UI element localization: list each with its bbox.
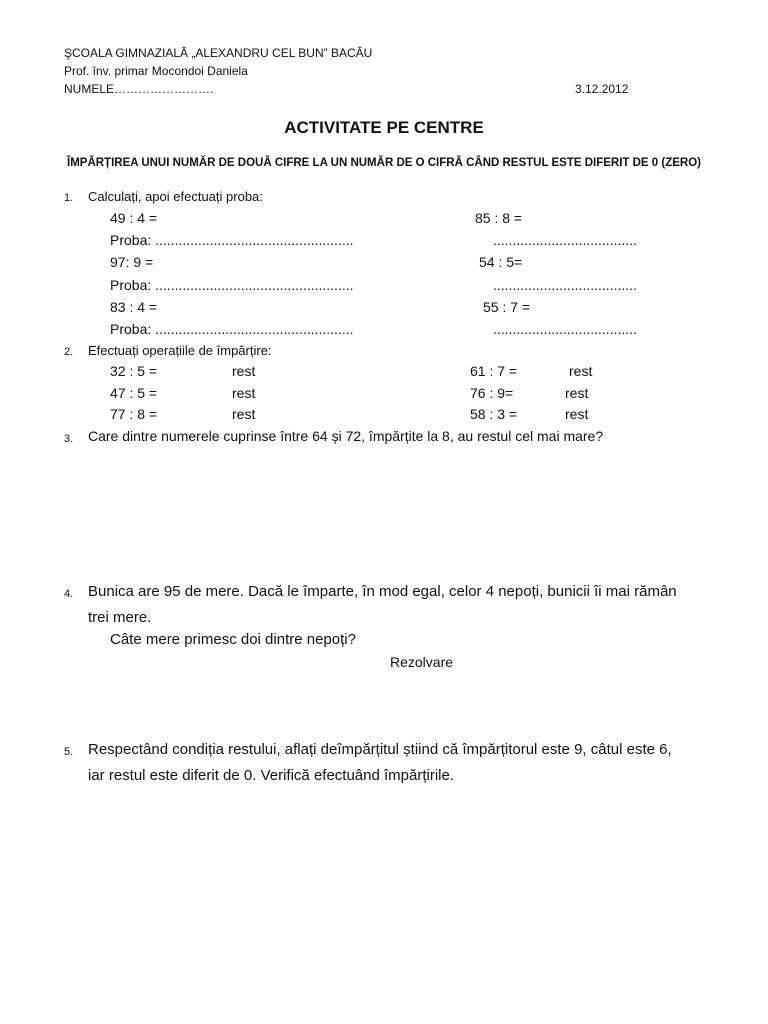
exercise-5-line: iar restul este diferit de 0. Verifică efectuând împărțirile.	[88, 767, 455, 784]
ex1-left-line: 49 : 4 =	[110, 210, 158, 226]
ex1-right-line: 54 : 5=	[479, 254, 523, 270]
exercise-1-number: 1.	[64, 192, 74, 204]
ex2-left-op: 47 : 5 =	[110, 385, 158, 401]
ex1-left-line: Proba: ...................................................	[110, 232, 354, 248]
ex2-left-op: 77 : 8 =	[110, 406, 158, 422]
ex1-right-line: .....................................	[493, 277, 637, 293]
ex2-rest-label: rest	[565, 406, 589, 422]
teacher-name: Prof. înv. primar Mocondoi Daniela	[64, 64, 248, 78]
ex2-rest-label: rest	[232, 406, 256, 422]
page-title: ACTIVITATE PE CENTRE	[284, 118, 484, 137]
ex1-right-line: .....................................	[493, 321, 637, 337]
ex2-rest-label: rest	[565, 385, 589, 401]
ex2-rest-label: rest	[569, 363, 593, 379]
page-subtitle: ÎMPĂRȚIREA UNUI NUMĂR DE DOUĂ CIFRE LA UN NUMĂR DE O CIFRĂ CÂND RESTUL ESTE DIFERIT DE 0 (ZERO)	[67, 157, 701, 169]
exercise-3-number: 3.	[64, 433, 74, 445]
school-name: ŞCOALA GIMNAZIALĂ „ALEXANDRU CEL BUN” BACĂU	[64, 46, 373, 60]
exercise-4-question: Câte mere primesc doi dintre nepoți?	[110, 631, 356, 648]
student-name-line: NUMELE…………………….	[64, 82, 214, 96]
exercise-4-line: Bunica are 95 de mere. Dacă le împarte, în mod egal, celor 4 nepoți, bunicii îi mai rămân	[88, 583, 677, 600]
ex2-right-op: 61 : 7 =	[470, 363, 518, 379]
ex2-left-op: 32 : 5 =	[110, 363, 158, 379]
ex1-left-line: Proba: ...................................................	[110, 277, 354, 293]
ex2-rest-label: rest	[232, 385, 256, 401]
ex1-right-line: .....................................	[493, 232, 637, 248]
worksheet-date: 3.12.2012	[575, 82, 629, 96]
ex2-rest-label: rest	[232, 363, 256, 379]
ex1-right-line: 55 : 7 =	[483, 299, 531, 315]
ex1-left-line: 97: 9 =	[110, 254, 154, 270]
solution-label: Rezolvare	[390, 654, 454, 670]
ex2-right-op: 76 : 9=	[470, 385, 514, 401]
exercise-3-text: Care dintre numerele cuprinse între 64 și 72, împărțite la 8, au restul cel mai mare?	[88, 428, 604, 444]
ex1-right-line: 85 : 8 =	[475, 210, 523, 226]
exercise-4-line: trei mere.	[88, 609, 152, 626]
ex1-left-line: Proba: ...................................................	[110, 321, 354, 337]
exercise-5-line: Respectând condiția restului, aflați deîmpărțitul știind că împărțitorul este 9, câtul este 6,	[88, 741, 672, 758]
exercise-2-instruction: Efectuați operațiile de împărțire:	[88, 343, 272, 358]
ex1-left-line: 83 : 4 =	[110, 299, 158, 315]
exercise-5-number: 5.	[64, 746, 74, 758]
ex2-right-op: 58 : 3 =	[470, 406, 518, 422]
exercise-4-number: 4.	[64, 588, 74, 600]
exercise-2-number: 2.	[64, 346, 74, 358]
exercise-1-instruction: Calculați, apoi efectuați proba:	[88, 189, 263, 204]
